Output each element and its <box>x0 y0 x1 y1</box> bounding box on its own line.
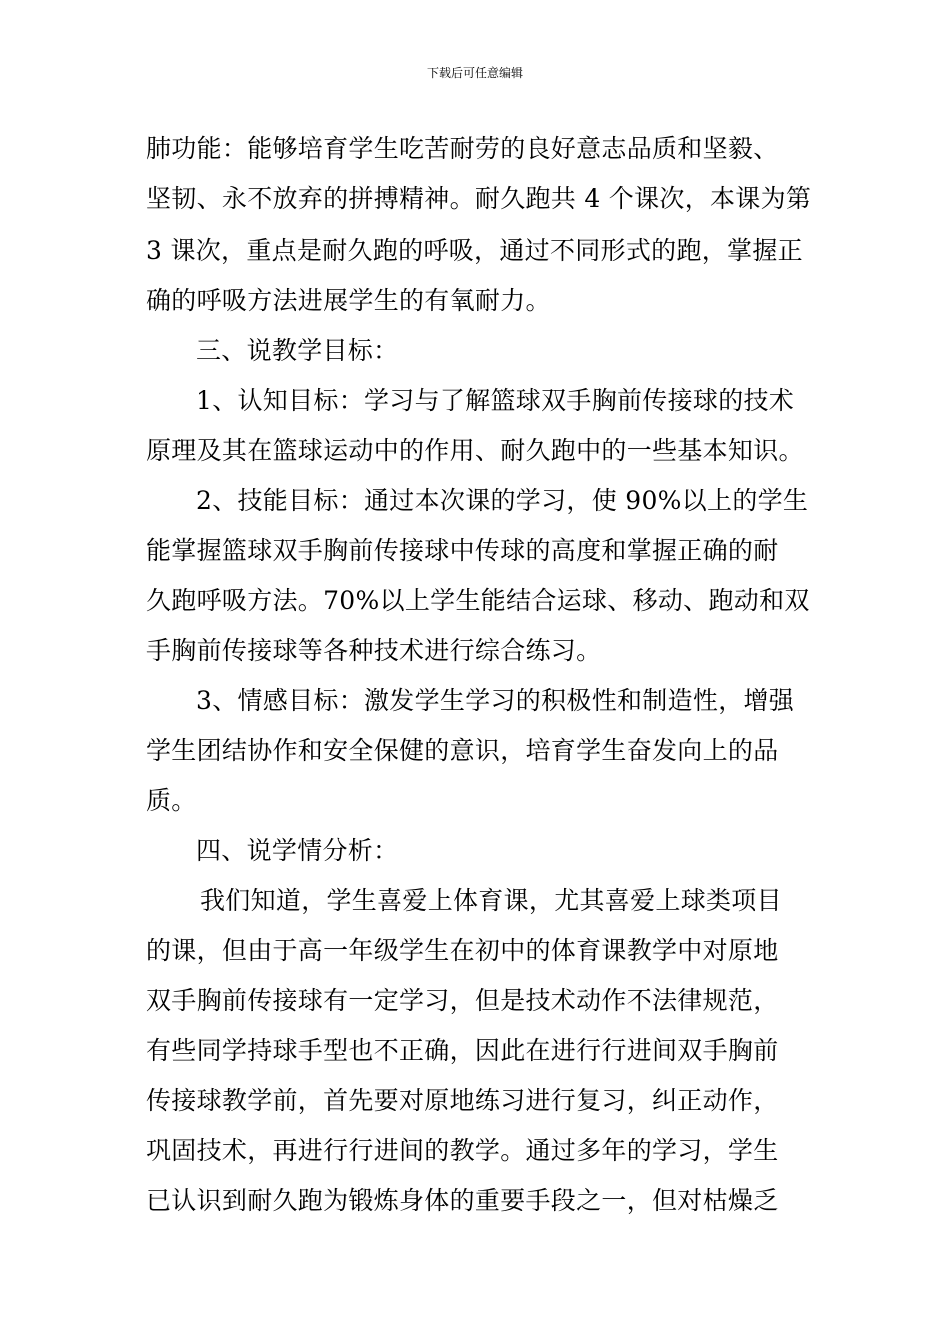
body-line: 学生团结协作和安全保健的意识，培育学生奋发向上的品 <box>146 736 779 765</box>
section-heading: 四、说学情分析： <box>196 836 399 865</box>
body-line: 的课，但由于高一年级学生在初中的体育课教学中对原地 <box>146 936 779 965</box>
page-header: 下载后可任意编辑 <box>426 66 523 80</box>
body-line: 3、情感目标：激发学生学习的积极性和制造性，增强 <box>196 686 795 715</box>
body-line: 原理及其在篮球运动中的作用、耐久跑中的一些基本知识。 <box>146 436 804 465</box>
body-line: 手胸前传接球等各种技术进行综合练习。 <box>146 636 602 665</box>
body-line: 有些同学持球手型也不正确，因此在进行行进间双手胸前 <box>146 1036 779 1065</box>
body-line: 坚韧、永不放弃的拼搏精神。耐久跑共 4 个课次，本课为第 <box>146 184 812 213</box>
body-line: 确的呼吸方法进展学生的有氧耐力。 <box>146 286 551 315</box>
body-line: 我们知道，学生喜爱上体育课，尤其喜爱上球类项目 <box>200 886 782 915</box>
body-line: 已认识到耐久跑为锻炼身体的重要手段之一，但对枯燥乏 <box>146 1186 779 1215</box>
body-line: 2、技能目标：通过本次课的学习，使 90%以上的学生 <box>196 486 809 515</box>
body-line: 3 课次，重点是耐久跑的呼吸，通过不同形式的跑，掌握正 <box>146 236 803 265</box>
body-line: 1、认知目标：学习与了解篮球双手胸前传接球的技术 <box>196 386 795 415</box>
body-line: 质。 <box>146 786 197 815</box>
body-line: 传接球教学前，首先要对原地练习进行复习，纠正动作， <box>146 1086 779 1115</box>
section-heading: 三、说教学目标： <box>196 336 399 365</box>
body-line: 久跑呼吸方法。70%以上学生能结合运球、移动、跑动和双 <box>146 586 810 615</box>
body-line: 肺功能：能够培育学生吃苦耐劳的良好意志品质和坚毅、 <box>146 134 779 163</box>
body-line: 巩固技术，再进行行进间的教学。通过多年的学习，学生 <box>146 1136 779 1165</box>
body-line: 能掌握篮球双手胸前传接球中传球的高度和掌握正确的耐 <box>146 536 779 565</box>
body-line: 双手胸前传接球有一定学习，但是技术动作不法律规范， <box>146 986 779 1015</box>
